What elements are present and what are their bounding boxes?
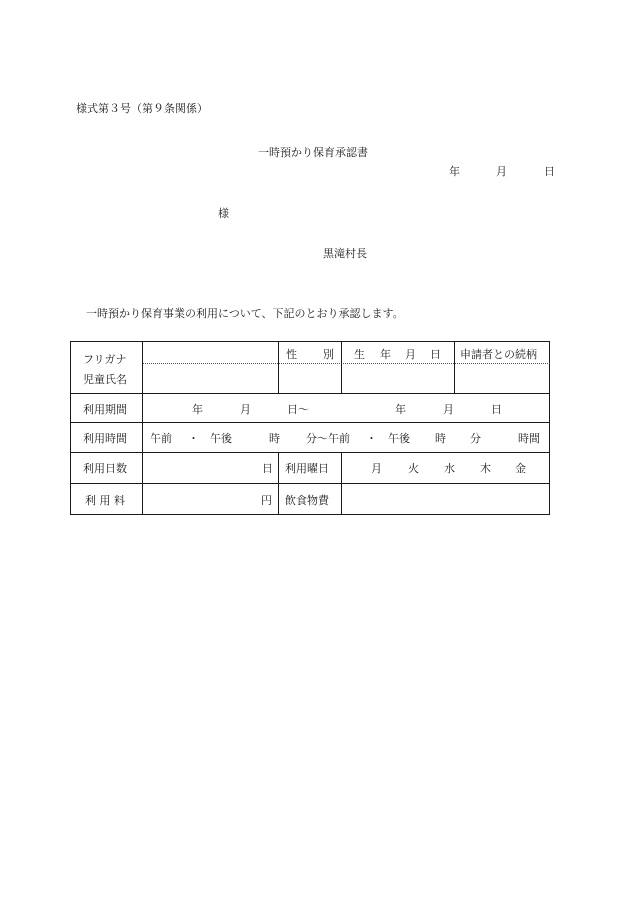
birth-label-month: 月 (405, 348, 416, 361)
date-day: 日 (544, 165, 555, 178)
period-to-year: 年 (395, 403, 406, 416)
birth-label-day: 日 (430, 348, 441, 361)
time-pm-end: 午後 (388, 432, 410, 445)
time-label: 利用時間 (83, 432, 127, 445)
time-separator: ・ (366, 432, 377, 445)
period-from-year: 年 (192, 403, 203, 416)
child-name-input[interactable] (148, 365, 276, 391)
addressee-suffix: 様 (218, 207, 229, 220)
time-hour-start: 時 (269, 432, 280, 445)
column-divider (341, 342, 342, 393)
period-to-month: 月 (443, 403, 454, 416)
weekday-mon[interactable]: 月 (371, 462, 382, 475)
days-label: 利用日数 (83, 462, 127, 475)
time-min-end: 分 (470, 432, 481, 445)
gender-label-betsu: 別 (323, 348, 334, 361)
gender-label-sei: 性 (286, 348, 297, 361)
period-from-month: 月 (240, 403, 251, 416)
time-min-to-am: 分〜午前 (306, 432, 350, 445)
fee-yen-unit: 円 (261, 494, 272, 507)
time-pm-start: 午後 (210, 432, 232, 445)
column-divider (341, 452, 342, 515)
weekday-wed[interactable]: 水 (444, 462, 455, 475)
document-title: 一時預かり保育承認書 (258, 146, 368, 159)
column-divider (278, 342, 279, 393)
period-to-day: 日 (491, 403, 502, 416)
furigana-divider (142, 363, 550, 364)
weekday-tue[interactable]: 火 (408, 462, 419, 475)
days-unit: 日 (262, 462, 273, 475)
form-number-label: 様式第３号（第９条関係） (76, 102, 208, 115)
birth-label-sei: 生 (354, 348, 365, 361)
period-label: 利用期間 (83, 403, 127, 416)
approval-table (70, 341, 550, 515)
food-cost-label: 飲食物費 (285, 494, 329, 507)
time-am-start: 午前 (150, 432, 172, 445)
issuer-name: 黒滝村長 (323, 247, 367, 260)
time-hour-end: 時 (435, 432, 446, 445)
period-from-day: 日〜 (287, 403, 309, 416)
time-hours-unit: 時間 (518, 432, 540, 445)
date-year: 年 (449, 165, 460, 178)
furigana-input[interactable] (148, 343, 276, 362)
weekday-label: 利用曜日 (285, 462, 329, 475)
time-separator: ・ (188, 432, 199, 445)
fee-label: 利 用 料 (85, 494, 125, 507)
approval-statement: 一時預かり保育事業の利用について、下記のとおり承認します。 (86, 307, 404, 320)
column-divider (454, 342, 455, 393)
weekday-fri[interactable]: 金 (515, 462, 526, 475)
column-divider (278, 452, 279, 515)
birth-label-year: 年 (380, 348, 391, 361)
relation-label: 申請者との続柄 (460, 348, 537, 361)
furigana-label: フリガナ (83, 353, 127, 366)
label-column-divider (142, 342, 143, 515)
date-month: 月 (496, 165, 507, 178)
weekday-thu[interactable]: 木 (480, 462, 491, 475)
child-name-label: 児童氏名 (83, 373, 127, 386)
